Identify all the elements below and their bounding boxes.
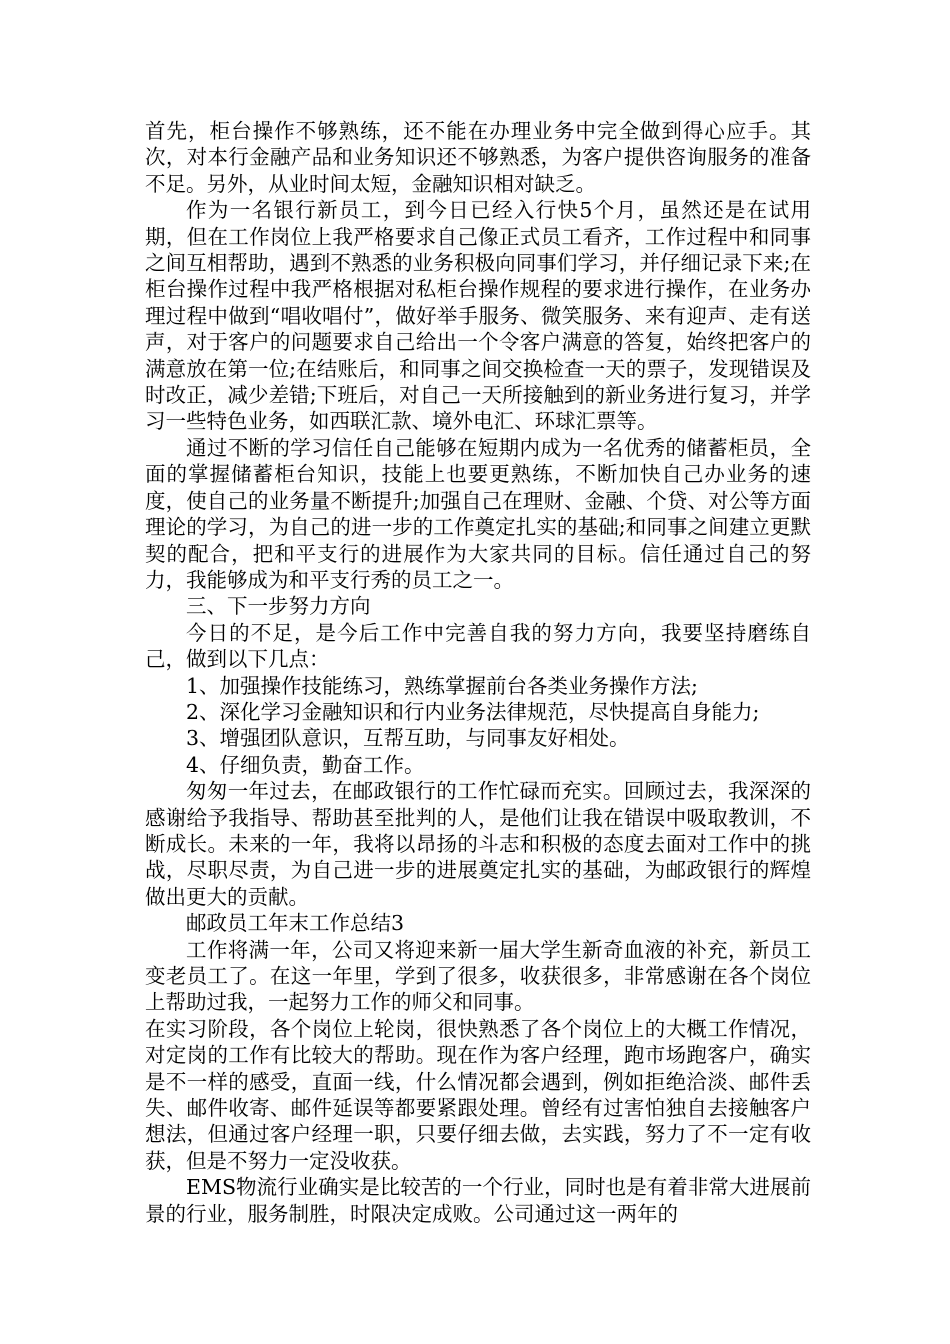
paragraph-new-employee-work: 作为一名银行新员工，到今日已经入行快5个月，虽然还是在试用期，但在工作岗位上我严格要求自己像正式员工看齐，工作过程中和同事之间互相帮助，遇到不熟悉的业务积极向同事们学习，并仔细记录下来;在柜台操作过程中我严格根据对私柜台操作规程的要求进行操作，在业务办理过程中做到“唱收唱付”，做好举手服务、微笑服务、来有迎声、走有送声，对于客户的问题要求自己给出一个令客户满意的答复，始终把客户的满意放在第一位;在结账后，和同事之间交换检查一天的票子，发现错误及时改正，减少差错;下班后，对自己一天所接触到的新业务进行复习，并学习一些特色业务，如西联汇款、境外电汇、环球汇票等。 xyxy=(145,198,811,434)
paragraph-improvement-intro: 今日的不足，是今后工作中完善自我的努力方向，我要坚持磨练自己，做到以下几点： xyxy=(145,620,811,672)
paragraph-ems-logistics: EMS物流行业确实是比较苦的一个行业，同时也是有着非常大进展前景的行业，服务制胜，时限决定成败。公司通过这一两年的 xyxy=(145,1175,811,1226)
paragraph-internship: 在实习阶段，各个岗位上轮岗，很快熟悉了各个岗位上的大概工作情况，对定岗的工作有比较大的帮助。现在作为客户经理，跑市场跑客户，确实是不一样的感受，直面一线，什么情况都会遇到，例如拒绝洽淡、邮件丢失、邮件收寄、邮件延误等都要紧跟处理。曾经有过害怕独自去接触客户想法，但通过客户经理一职，只要仔细去做，去实践，努力了不一定有收获，但是不努力一定没收获。 xyxy=(145,1016,811,1173)
paragraph-weaknesses: 首先，柜台操作不够熟练，还不能在办理业务中完全做到得心应手。其次，对本行金融产品和业务知识还不够熟悉，为客户提供咨询服务的准备不足。另外，从业时间太短，金融知识相对缺乏。 xyxy=(145,119,811,196)
document-body xyxy=(145,118,811,1227)
list-item-1: 1、加强操作技能练习，熟练掌握前台各类业务操作方法; xyxy=(186,673,698,698)
paragraph-one-year: 工作将满一年，公司又将迎来新一届大学生新奇血液的补充，新员工变老员工了。在这一年里，学到了很多，收获很多，非常感谢在各个岗位上帮助过我，一起努力工作的师父和同事。 xyxy=(145,937,811,1015)
list-item-2: 2、深化学习金融知识和行内业务法律规范，尽快提高自身能力; xyxy=(186,699,760,724)
list-item-3: 3、增强团队意识，互帮互助，与同事友好相处。 xyxy=(186,726,630,751)
section-heading-next-steps: 三、下一步努力方向 xyxy=(186,594,371,619)
paragraph-year-review: 匆匆一年过去，在邮政银行的工作忙碌而充实。回顾过去，我深深的感谢给予我指导、帮助甚至批判的人，是他们让我在错误中吸取教训，不断成长。未来的一年，我将以昂扬的斗志和积极的态度去面对工作中的挑战，尽职尽责，为自己进一步的进展奠定扎实的基础，为邮政银行的辉煌做出更大的贡献。 xyxy=(145,779,811,909)
section-title-summary-3: 邮政员工年末工作总结3 xyxy=(186,911,405,936)
list-item-4: 4、仔细负责，勤奋工作。 xyxy=(186,752,425,777)
paragraph-learning-goals: 通过不断的学习信任自己能够在短期内成为一名优秀的储蓄柜员，全面的掌握储蓄柜台知识，技能上也要更熟练，不断加快自己办业务的速度，使自己的业务量不断提升;加强自己在理财、金融、个贷、对公等方面理论的学习，为自己的进一步的工作奠定扎实的基础;和同事之间建立更默契的配合，把和平支行的进展作为大家共同的目标。信任通过自己的努力，我能够成为和平支行秀的员工之一。 xyxy=(145,435,811,592)
